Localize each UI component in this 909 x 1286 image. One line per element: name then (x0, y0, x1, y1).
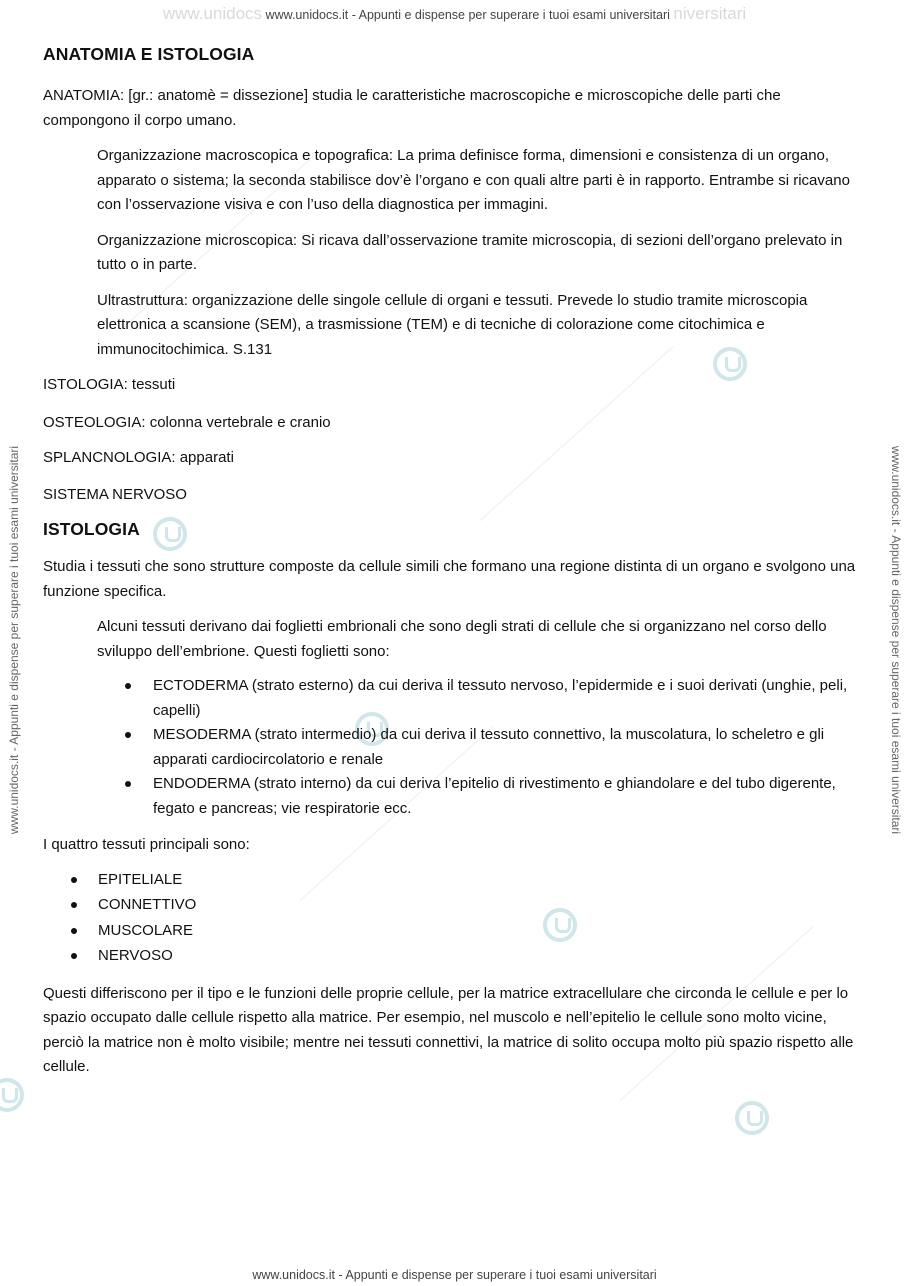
unidocs-logo-icon (735, 1101, 769, 1135)
tessuti-list (43, 868, 863, 969)
list-item: EPITELIALE (43, 868, 863, 893)
foglietti-intro-paragraph: Alcuni tessuti derivano dai foglietti embrionali che sono degli strati di cellule che si organizzano nel corso dello sviluppo dell’embrione. Questi foglietti sono: (97, 618, 827, 660)
ghost-watermark-left: www.unidocs (162, 4, 263, 23)
anatomia-intro-paragraph: ANATOMIA: [gr.: anatomè = dissezione] studia le caratteristiche macroscopiche e microscopiche delle parti che compongono il corpo umano. (43, 87, 781, 129)
list-item: ENDODERMA (strato interno) da cui deriva l’epitelio di rivestimento e ghiandolare e del tubo digerente, fegato e pancreas; vie respiratorie ecc. (43, 772, 863, 821)
list-item: MESODERMA (strato intermedio) da cui deriva il tessuto connettivo, la muscolatura, lo scheletro e gli apparati cardiocircolatorio e renale (43, 723, 863, 772)
ghost-watermark-right: niversitari (673, 4, 747, 23)
ultrastruttura-paragraph: Ultrastruttura: organizzazione delle singole cellule di organi e tessuti. Prevede lo studio tramite microscopia elettronica a scansione (SEM), a trasmissione (TEM) e di tecniche di colorazione come citochimica e immunocitochimica. S.131 (97, 291, 808, 358)
document-body (43, 42, 863, 1080)
closing-paragraph: Questi differiscono per il tipo e le funzioni delle proprie cellule, per la matrice extracellulare che circonda le cellule e per lo spazio occupato dalle cellule rispetto alla matrice. Per esempio, nel muscolo e nell’epitelio le cellule sono molto vicine, perciò la matrice non è molto visibile; mentre nei tessuti connettivi, la matrice di solito occupa molto più spazio rispetto alle cellule. (43, 984, 854, 1075)
footer-watermark-text: www.unidocs.it - Appunti e dispense per superare i tuoi esami universitari (252, 1268, 657, 1282)
osteologia-line: OSTEOLOGIA: colonna vertebrale e cranio (43, 413, 331, 431)
foglietti-list (43, 674, 863, 821)
list-item: CONNETTIVO (43, 893, 863, 918)
sistema-nervoso-line: SISTEMA NERVOSO (43, 485, 187, 503)
side-watermark-left: www.unidocs.it - Appunti e dispense per superare i tuoi esami universitari (7, 445, 21, 835)
unidocs-logo-icon (0, 1078, 24, 1112)
istologia-intro-paragraph: Studia i tessuti che sono strutture composte da cellule simili che formano una regione distinta di un organo e svolgono una funzione specifica. (43, 558, 856, 600)
heading-istologia: ISTOLOGIA (43, 519, 140, 539)
header-watermark-text: www.unidocs.it - Appunti e dispense per superare i tuoi esami universitari (265, 8, 670, 22)
footer-watermark (0, 1268, 909, 1282)
org-macro-paragraph: Organizzazione macroscopica e topografica: La prima definisce forma, dimensioni e consistenza di un organo, apparato o sistema; la seconda stabilisce dov’è l’organo e con quali altre parti è in rapporto. Entrambe si ricavano con l’osservazione visiva e con l’uso della diagnostica per immagini. (97, 147, 850, 213)
tessuti-intro-paragraph: I quattro tessuti principali sono: (43, 836, 250, 853)
header-watermark (0, 4, 909, 24)
list-item: MUSCOLARE (43, 919, 863, 944)
side-watermark-right: www.unidocs.it - Appunti e dispense per superare i tuoi esami universitari (889, 445, 903, 835)
org-micro-paragraph: Organizzazione microscopica: Si ricava dall’osservazione tramite microscopia, di sezioni dell’organo prelevato in tutto o in parte. (97, 231, 843, 273)
list-item: NERVOSO (43, 944, 863, 969)
heading-anatomia-istologia: ANATOMIA E ISTOLOGIA (43, 44, 255, 64)
list-item: ECTODERMA (strato esterno) da cui deriva il tessuto nervoso, l’epidermide e i suoi derivati (unghie, peli, capelli) (43, 674, 863, 723)
istologia-line: ISTOLOGIA: tessuti (43, 376, 176, 393)
splancnologia-line: SPLANCNOLOGIA: apparati (43, 449, 234, 466)
